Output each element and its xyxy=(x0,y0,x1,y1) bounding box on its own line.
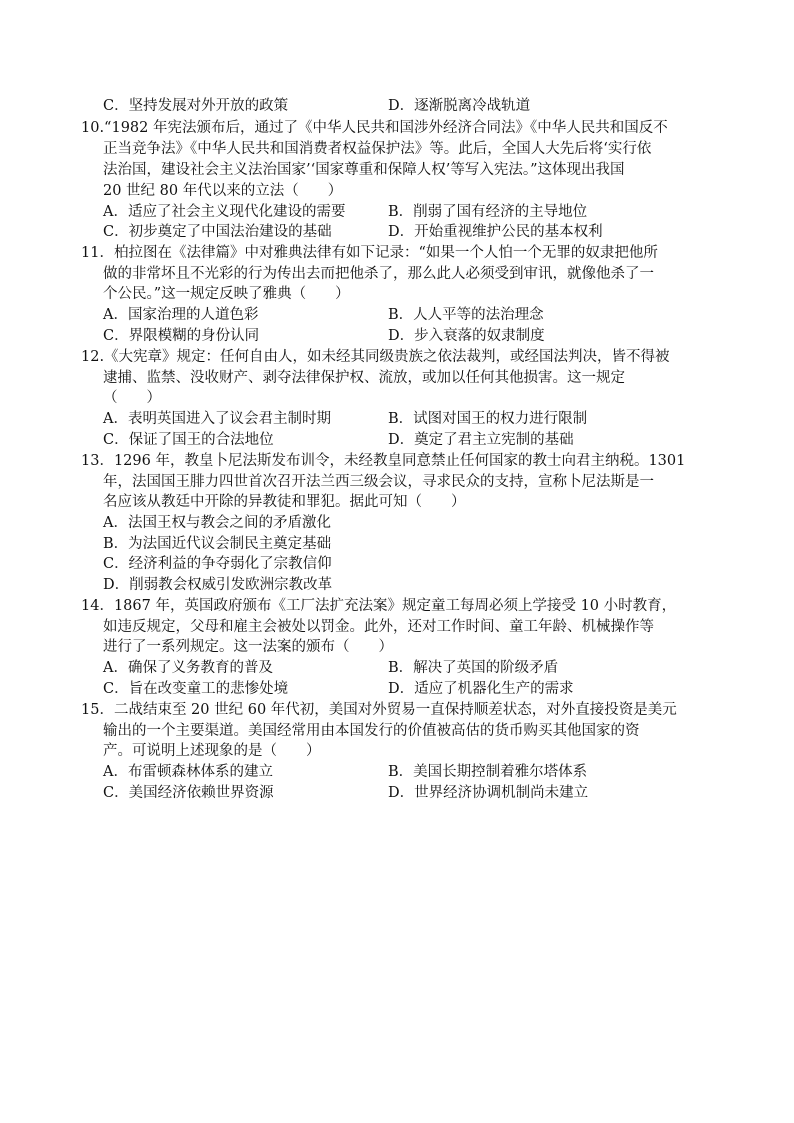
q14-option-a: A．确保了义务教育的普及 xyxy=(103,660,273,676)
q11-option-a: A．国家治理的人道色彩 xyxy=(103,307,259,323)
q14-line-3: 进行了一系列规定。这一法案的颁布（ ） xyxy=(103,639,393,655)
q13-line-3: 名应该从教廷中开除的异教徒和罪犯。据此可知（ ） xyxy=(103,494,466,510)
q10-line-4: 20 世纪 80 年代以来的立法（ ） xyxy=(103,183,343,199)
q11-line-2: 做的非常坏且不光彩的行为传出去而把他杀了，那么此人必须受到审讯，就像他杀了一 xyxy=(103,266,654,282)
q10-option-c: C．初步奠定了中国法治建设的基础 xyxy=(103,224,332,240)
q10-line-2: 正当竞争法》《中华人民共和国消费者权益保护法》等。此后，全国人大先后将‘实行依 xyxy=(103,141,652,157)
q11-line-3: 个公民。”这一规定反映了雅典（ ） xyxy=(103,286,350,302)
q14-option-d: D．适应了机器化生产的需求 xyxy=(388,681,574,697)
q15-line-3: 产。可说明上述现象的是（ ） xyxy=(103,743,321,759)
q15-line-2: 输出的一个主要渠道。美国经常用由本国发行的价值被高估的货币购买其他国家的资 xyxy=(103,723,640,739)
q12-line-1: 12.《大宪章》规定：任何自由人，如未经其同级贵族之依法裁判，或经国法判决，皆不得被 xyxy=(81,349,670,365)
prev-option-d: D．逐渐脱离冷战轨道 xyxy=(388,98,531,114)
q15-option-d: D．世界经济协调机制尚未建立 xyxy=(388,785,589,801)
q11-option-b: B．人人平等的法治理念 xyxy=(388,307,544,323)
q15-option-b: B．美国长期控制着雅尔塔体系 xyxy=(388,764,588,780)
q14-option-b: B．解决了英国的阶级矛盾 xyxy=(388,660,559,676)
q12-line-3: （ ） xyxy=(103,390,161,406)
q12-line-2: 逮捕、监禁、没收财产、剥夺法律保护权、流放，或加以任何其他损害。这一规定 xyxy=(103,370,625,386)
q13-line-2: 年，法国国王腓力四世首次召开法兰西三级会议，寻求民众的支持，宣称卜尼法斯是一 xyxy=(103,474,654,490)
q12-option-c: C．保证了国王的合法地位 xyxy=(103,432,274,448)
q12-option-d: D．奠定了君主立宪制的基础 xyxy=(388,432,574,448)
q14-line-1: 14．1867 年，英国政府颁布《工厂法扩充法案》规定童工每周必须上学接受 10 小时教育， xyxy=(81,598,677,614)
q10-option-a: A．适应了社会主义现代化建设的需要 xyxy=(103,204,346,220)
q11-line-1: 11．柏拉图在《法律篇》中对雅典法律有如下记录：“如果一个人怕一个无罪的奴隶把他所 xyxy=(81,245,658,261)
q13-option-d: D．削弱教会权威引发欧洲宗教改革 xyxy=(103,577,333,593)
q13-line-1: 13．1296 年，教皇卜尼法斯发布训令，未经教皇同意禁止任何国家的教士向君主纳税。1301 xyxy=(81,453,686,469)
prev-option-c: C．坚持发展对外开放的政策 xyxy=(103,98,289,114)
q11-option-d: D．步入衰落的奴隶制度 xyxy=(388,328,545,344)
q13-option-c: C．经济利益的争夺弱化了宗教信仰 xyxy=(103,556,332,572)
q14-option-c: C．旨在改变童工的悲惨处境 xyxy=(103,681,289,697)
q14-line-2: 如违反规定，父母和雇主会被处以罚金。此外，还对工作时间、童工年龄、机械操作等 xyxy=(103,619,654,635)
q13-option-a: A．法国王权与教会之间的矛盾激化 xyxy=(103,515,331,531)
q15-option-a: A．布雷顿森林体系的建立 xyxy=(103,764,273,780)
q15-option-c: C．美国经济依赖世界资源 xyxy=(103,785,274,801)
q10-line-1: 10.“1982 年宪法颁布后，通过了《中华人民共和国涉外经济合同法》《中华人民共和国反不 xyxy=(81,120,668,136)
q12-option-a: A．表明英国进入了议会君主制时期 xyxy=(103,411,331,427)
q11-option-c: C．界限模糊的身份认同 xyxy=(103,328,260,344)
q10-option-d: D．开始重视维护公民的基本权利 xyxy=(388,224,603,240)
q12-option-b: B．试图对国王的权力进行限制 xyxy=(388,411,588,427)
q13-option-b: B．为法国近代议会制民主奠定基础 xyxy=(103,536,332,552)
q15-line-1: 15．二战结束至 20 世纪 60 年代初，美国对外贸易一直保持顺差状态，对外直接投资是美元 xyxy=(81,702,677,718)
q10-option-b: B．削弱了国有经济的主导地位 xyxy=(388,204,588,220)
q10-line-3: 法治国，建设社会主义法治国家’‘国家尊重和保障人权’等写入宪法。”这体现出我国 xyxy=(103,162,625,178)
